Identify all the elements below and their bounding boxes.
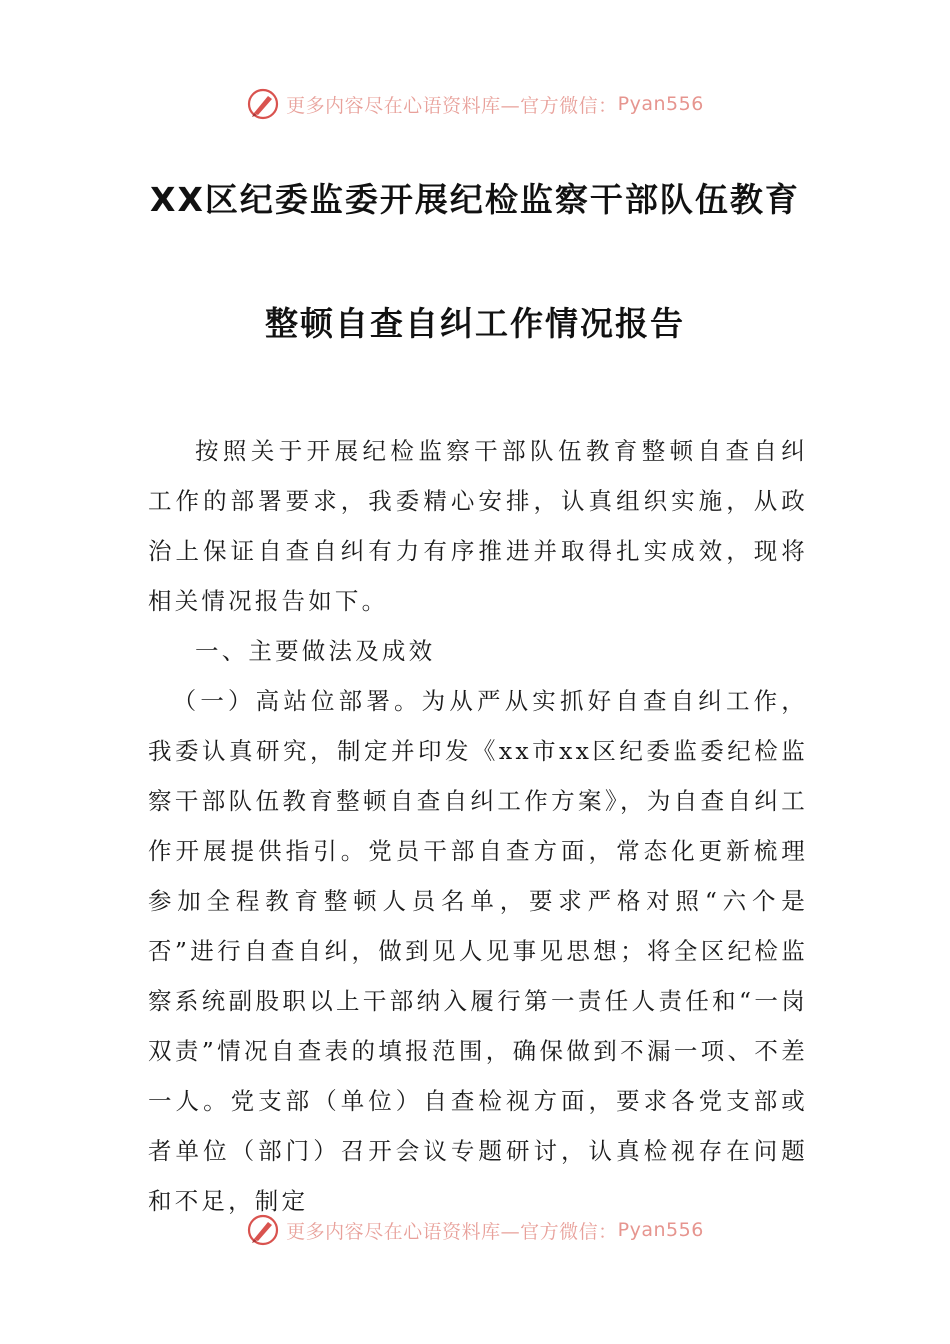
document-title-line1: XX区纪委监委开展纪检监察干部队伍教育 [150,180,800,219]
watermark-footer [0,1210,950,1250]
watermark-wechat-id: Pyan556 [617,93,704,115]
watermark-text: 更多内容尽在心语资料库—官方微信： [286,94,618,117]
document-body [148,426,808,1226]
watermark-header [0,84,950,124]
pen-logo-icon [246,1213,280,1247]
watermark-text: 更多内容尽在心语资料库—官方微信： [286,1220,618,1243]
paragraph-subsection-1: （一）高站位部署。为从严从实抓好自查自纠工作，我委认真研究，制定并印发《xx市xx区纪委监委纪检监察干部队伍教育整顿自查自纠工作方案》，为自查自纠工作开展提供指引。党员干部自查方面，常态化更新梳理参加全程教育整顿人员名单，要求严格对照“六个是否”进行自查自纠，做到见人见事见思想；将全区纪检监察系统副股职以上干部纳入履行第一责任人责任和“一岗双责”情况自查表的填报范围，确保做到不漏一项、不差一人。党支部（单位）自查检视方面，要求各党支部或者单位（部门）召开会议专题研讨，认真检视存在问题和不足，制定 [148,687,808,1215]
document-title-line2: 整顿自查自纠工作情况报告 [265,304,685,343]
watermark-wechat-id: Pyan556 [617,1219,704,1241]
pen-logo-icon [246,87,280,121]
paragraph-intro: 按照关于开展纪检监察干部队伍教育整顿自查自纠工作的部署要求，我委精心安排，认真组织实施，从政治上保证自查自纠有力有序推进并取得扎实成效，现将相关情况报告如下。 [148,437,808,615]
section-heading: 一、主要做法及成效 [195,637,436,665]
